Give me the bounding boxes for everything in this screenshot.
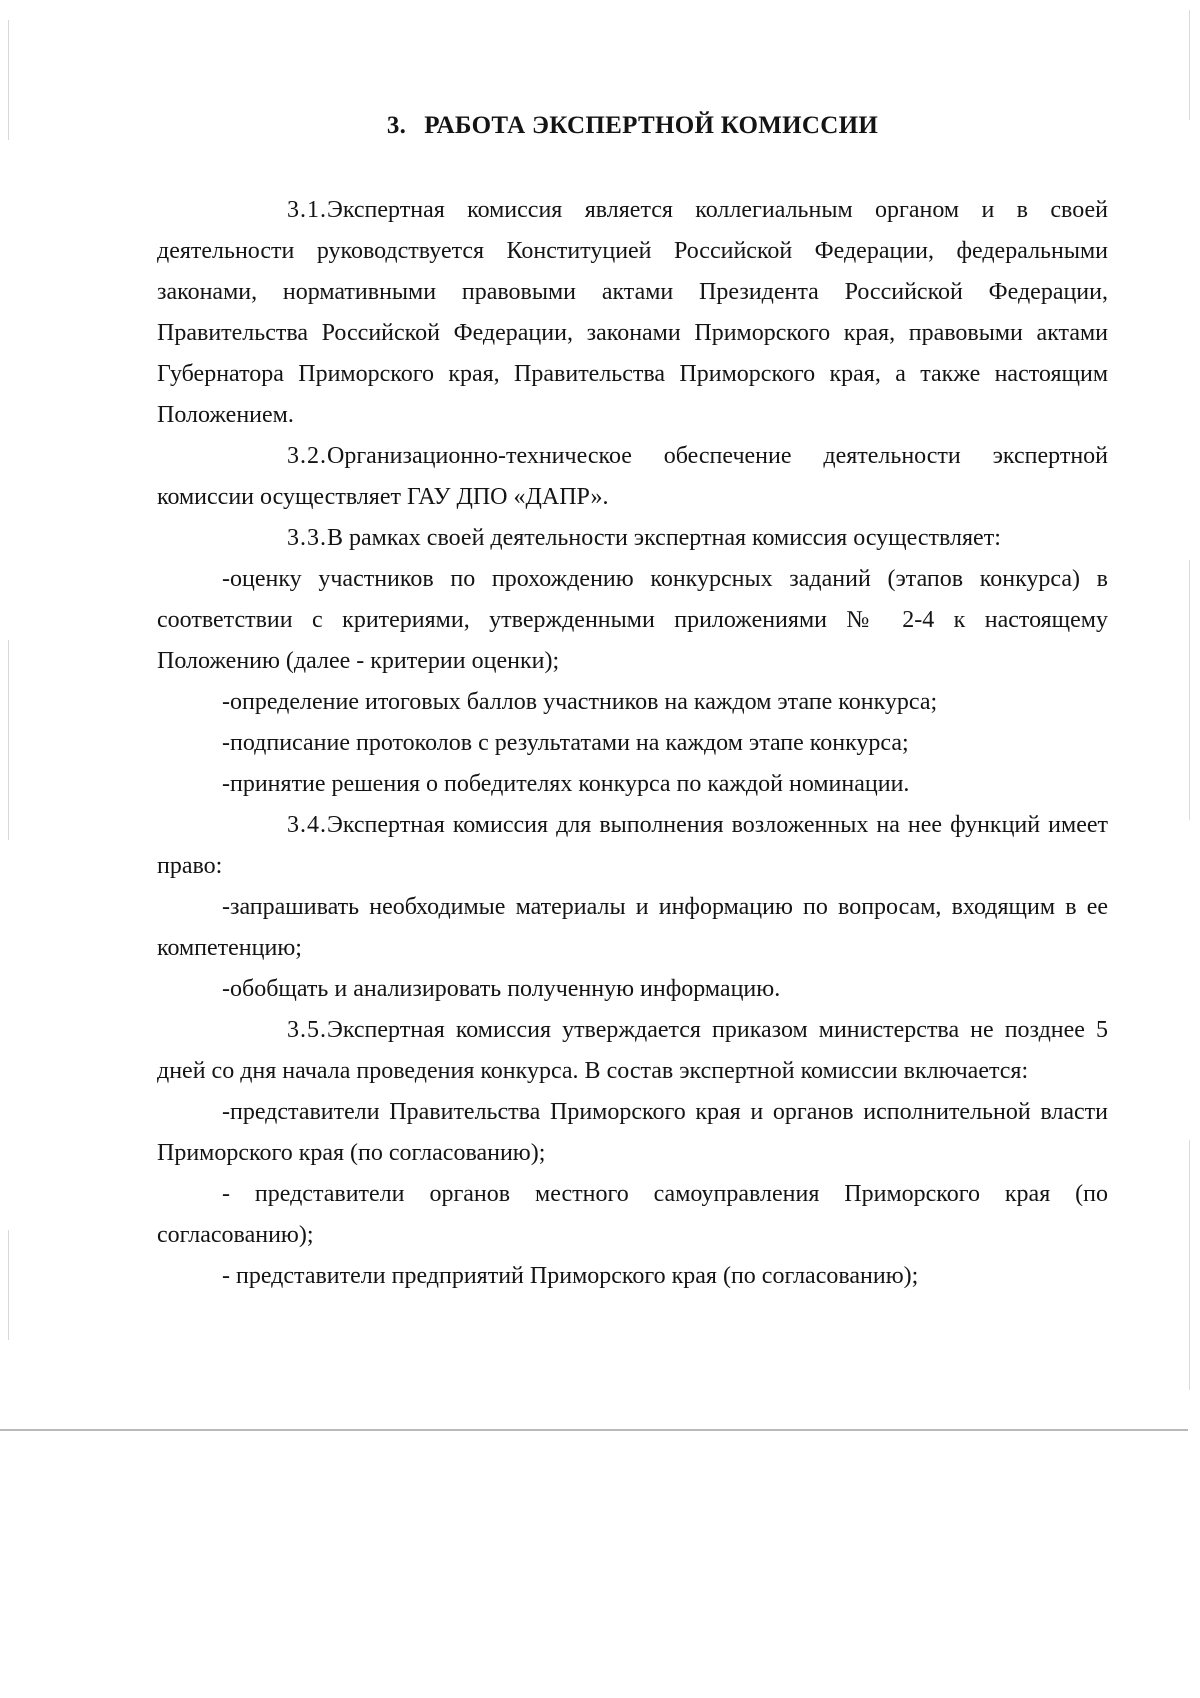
paragraph-number: 3.3.	[287, 525, 327, 551]
section-number: 3.	[386, 112, 407, 139]
paragraph-number: 3.5.	[287, 1017, 327, 1043]
paragraph-text: -обобщать и анализировать полученную информацию.	[222, 976, 781, 1002]
paragraph-text: -запрашивать необходимые материалы и информацию по вопросам, входящим в ее компетенцию;	[157, 894, 1108, 961]
scan-edge-mark	[1189, 1140, 1190, 1390]
paragraph-text: -оценку участников по прохождению конкурсных заданий (этапов конкурса) в соответствии с критериями, утвержденными приложениями № 2-4 к настоящему Положению (далее - критерии оценки);	[157, 566, 1108, 674]
paragraph-text: - представители предприятий Приморского края (по согласованию);	[222, 1263, 919, 1289]
paragraph-number: 3.4.	[287, 812, 327, 838]
paragraph-text: - представители органов местного самоуправления Приморского края (по согласованию);	[157, 1181, 1108, 1248]
numbered-paragraph	[157, 190, 1108, 436]
paragraph-number: 3.1.	[287, 197, 327, 223]
paragraph-list	[157, 190, 1108, 1297]
list-item	[157, 1174, 1108, 1256]
numbered-paragraph	[157, 518, 1108, 559]
paragraph-text: Экспертная комиссия является коллегиальным органом и в своей деятельности руководствуется Конституцией Российской Федерации, федеральными законами, нормативными правовыми актами Президента Российской Федерации, Правительства Российской Федерации, законами Приморского края, правовыми актами Губернатора Приморского края, Правительства Приморского края, а также настоящим Положением.	[157, 197, 1108, 428]
list-item	[157, 559, 1108, 682]
scan-edge-mark	[1189, 10, 1190, 120]
list-item	[157, 887, 1108, 969]
page-bottom-rule	[0, 1429, 1188, 1431]
paragraph-text: -принятие решения о победителях конкурса по каждой номинации.	[222, 771, 910, 797]
paragraph-text: -определение итоговых баллов участников на каждом этапе конкурса;	[222, 689, 938, 715]
list-item	[157, 1092, 1108, 1174]
list-item	[157, 1256, 1108, 1297]
paragraph-text: Экспертная комиссия для выполнения возложенных на нее функций имеет право:	[157, 812, 1108, 879]
scan-edge-mark	[8, 20, 9, 140]
scan-edge-mark	[8, 1230, 9, 1340]
paragraph-text: -представители Правительства Приморского края и органов исполнительной власти Приморского края (по согласованию);	[157, 1099, 1108, 1166]
document-body	[157, 98, 1108, 1297]
list-item	[157, 969, 1108, 1010]
section-heading	[157, 98, 1108, 154]
paragraph-text: В рамках своей деятельности экспертная комиссия осуществляет:	[327, 525, 1001, 551]
scan-edge-mark	[1189, 560, 1190, 820]
paragraph-text: -подписание протоколов с результатами на каждом этапе конкурса;	[222, 730, 909, 756]
section-title: РАБОТА ЭКСПЕРТНОЙ КОМИССИИ	[424, 112, 879, 139]
scan-edge-mark	[8, 640, 9, 840]
paragraph-number: 3.2.	[287, 443, 327, 469]
numbered-paragraph	[157, 436, 1108, 518]
list-item	[157, 723, 1108, 764]
list-item	[157, 682, 1108, 723]
numbered-paragraph	[157, 1010, 1108, 1092]
paragraph-text: Организационно-техническое обеспечение деятельности экспертной комиссии осуществляет ГАУ ДПО «ДАПР».	[157, 443, 1108, 510]
numbered-paragraph	[157, 805, 1108, 887]
paragraph-text: Экспертная комиссия утверждается приказом министерства не позднее 5 дней со дня начала проведения конкурса. В состав экспертной комиссии включается:	[157, 1017, 1108, 1084]
list-item	[157, 764, 1108, 805]
